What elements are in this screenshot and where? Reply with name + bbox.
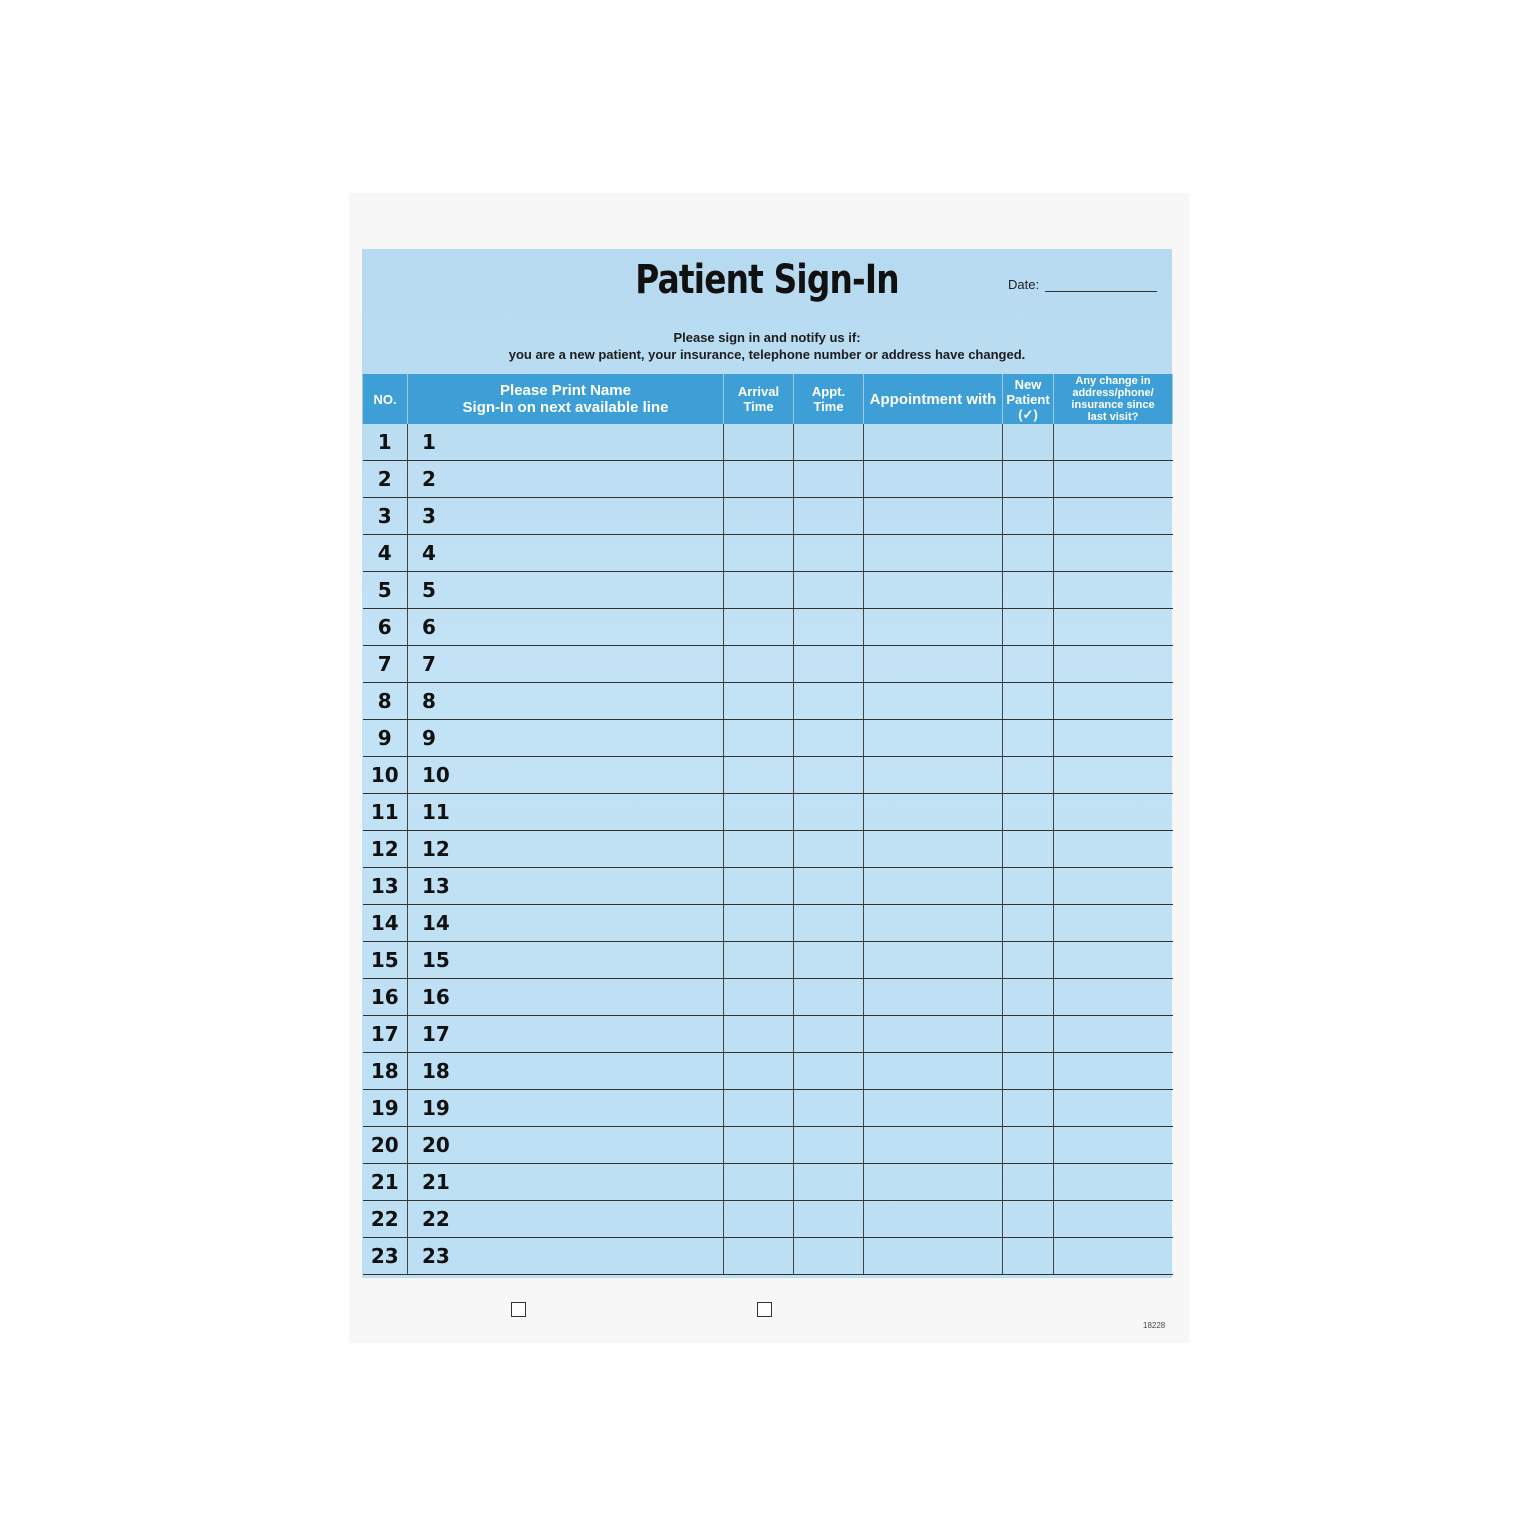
table-body	[363, 424, 1173, 1275]
column-header-any-change: Any change in address/phone/ insurance since last visit?	[1054, 374, 1173, 424]
new-patient-cell[interactable]	[1003, 461, 1054, 498]
form-code: 18228	[1143, 1321, 1166, 1330]
any-change-cell[interactable]	[1054, 461, 1173, 498]
name-cell[interactable]: 11	[408, 794, 724, 831]
name-cell[interactable]: 16	[408, 979, 724, 1016]
any-change-cell[interactable]	[1054, 720, 1173, 757]
name-cell[interactable]: 1	[408, 424, 724, 461]
new-patient-cell[interactable]	[1003, 1016, 1054, 1053]
name-cell[interactable]: 2	[408, 461, 724, 498]
name-cell[interactable]: 14	[408, 905, 724, 942]
name-cell[interactable]: 15	[408, 942, 724, 979]
arrival-time-cell[interactable]	[724, 424, 794, 461]
arrival-time-cell[interactable]	[724, 609, 794, 646]
new-patient-cell[interactable]	[1003, 942, 1054, 979]
table-row	[363, 572, 1173, 609]
appointment-with-cell[interactable]	[864, 1238, 1003, 1275]
appointment-with-cell[interactable]	[864, 498, 1003, 535]
any-change-cell[interactable]	[1054, 609, 1173, 646]
new-patient-cell[interactable]	[1003, 1201, 1054, 1238]
row-number: 15	[363, 942, 408, 979]
new-patient-cell[interactable]	[1003, 979, 1054, 1016]
row-number: 11	[363, 794, 408, 831]
arrival-time-cell[interactable]	[724, 646, 794, 683]
new-patient-cell[interactable]	[1003, 424, 1054, 461]
appt-time-cell[interactable]	[794, 646, 864, 683]
row-number: 4	[363, 535, 408, 572]
row-number: 18	[363, 1053, 408, 1090]
appt-time-cell[interactable]	[794, 1127, 864, 1164]
any-change-cell[interactable]	[1054, 1053, 1173, 1090]
any-change-cell[interactable]	[1054, 1127, 1173, 1164]
appointment-with-cell[interactable]	[864, 757, 1003, 794]
row-number: 13	[363, 868, 408, 905]
appointment-with-cell[interactable]	[864, 1090, 1003, 1127]
arrival-time-cell[interactable]	[724, 1164, 794, 1201]
arrival-time-cell[interactable]	[724, 831, 794, 868]
any-change-cell[interactable]	[1054, 646, 1173, 683]
appointment-with-cell[interactable]	[864, 1053, 1003, 1090]
appt-time-cell[interactable]	[794, 720, 864, 757]
any-change-cell[interactable]	[1054, 794, 1173, 831]
appointment-with-cell[interactable]	[864, 720, 1003, 757]
arrival-time-cell[interactable]	[724, 905, 794, 942]
table-row	[363, 461, 1173, 498]
row-number: 17	[363, 1016, 408, 1053]
any-change-cell[interactable]	[1054, 1164, 1173, 1201]
table-row	[363, 1090, 1173, 1127]
new-patient-cell[interactable]	[1003, 572, 1054, 609]
form-title: Patient Sign-In	[635, 257, 899, 303]
any-change-cell[interactable]	[1054, 757, 1173, 794]
new-patient-cell[interactable]	[1003, 609, 1054, 646]
table-header-row	[363, 374, 1173, 424]
table-row	[363, 942, 1173, 979]
date-label: Date:	[1008, 277, 1040, 292]
new-patient-cell[interactable]	[1003, 905, 1054, 942]
table-row	[363, 720, 1173, 757]
date-field[interactable]	[1008, 277, 1157, 292]
table-row	[363, 1238, 1173, 1275]
arrival-time-cell[interactable]	[724, 461, 794, 498]
new-patient-cell[interactable]	[1003, 868, 1054, 905]
appointment-with-cell[interactable]	[864, 1164, 1003, 1201]
checkbox-left[interactable]	[511, 1302, 526, 1317]
appt-time-cell[interactable]	[794, 535, 864, 572]
new-patient-cell[interactable]	[1003, 1238, 1054, 1275]
any-change-cell[interactable]	[1054, 1090, 1173, 1127]
table-row	[363, 794, 1173, 831]
appointment-with-cell[interactable]	[864, 535, 1003, 572]
row-number: 1	[363, 424, 408, 461]
column-header-arrival-time: Arrival Time	[724, 374, 794, 424]
arrival-time-cell[interactable]	[724, 1090, 794, 1127]
arrival-time-cell[interactable]	[724, 1201, 794, 1238]
notice-text	[362, 329, 1172, 363]
appt-time-cell[interactable]	[794, 979, 864, 1016]
row-number: 23	[363, 1238, 408, 1275]
appointment-with-cell[interactable]	[864, 905, 1003, 942]
new-patient-cell[interactable]	[1003, 1053, 1054, 1090]
table-row	[363, 498, 1173, 535]
table-row	[363, 979, 1173, 1016]
name-cell[interactable]: 20	[408, 1127, 724, 1164]
table-row	[363, 1201, 1173, 1238]
column-header-no: NO.	[363, 374, 408, 424]
appointment-with-cell[interactable]	[864, 461, 1003, 498]
notice-line-1: Please sign in and notify us if:	[673, 330, 861, 345]
table-row	[363, 868, 1173, 905]
row-number: 19	[363, 1090, 408, 1127]
row-number: 7	[363, 646, 408, 683]
row-number: 9	[363, 720, 408, 757]
column-header-appt-time: Appt. Time	[794, 374, 864, 424]
name-cell[interactable]: 6	[408, 609, 724, 646]
row-number: 16	[363, 979, 408, 1016]
name-cell[interactable]: 18	[408, 1053, 724, 1090]
table-row	[363, 424, 1173, 461]
appointment-with-cell[interactable]	[864, 1016, 1003, 1053]
appointment-with-cell[interactable]	[864, 572, 1003, 609]
table-row	[363, 535, 1173, 572]
table-row	[363, 1053, 1173, 1090]
appointment-with-cell[interactable]	[864, 646, 1003, 683]
any-change-cell[interactable]	[1054, 905, 1173, 942]
appt-time-cell[interactable]	[794, 424, 864, 461]
appointment-with-cell[interactable]	[864, 1127, 1003, 1164]
row-number: 5	[363, 572, 408, 609]
arrival-time-cell[interactable]	[724, 1238, 794, 1275]
appt-time-cell[interactable]	[794, 757, 864, 794]
table-row	[363, 683, 1173, 720]
appt-time-cell[interactable]	[794, 683, 864, 720]
name-cell[interactable]: 3	[408, 498, 724, 535]
appt-time-cell[interactable]	[794, 831, 864, 868]
appointment-with-cell[interactable]	[864, 942, 1003, 979]
new-patient-cell[interactable]	[1003, 794, 1054, 831]
row-number: 21	[363, 1164, 408, 1201]
table-row	[363, 609, 1173, 646]
appt-time-cell[interactable]	[794, 868, 864, 905]
name-cell[interactable]: 17	[408, 1016, 724, 1053]
arrival-time-cell[interactable]	[724, 1016, 794, 1053]
name-cell[interactable]: 4	[408, 535, 724, 572]
new-patient-cell[interactable]	[1003, 535, 1054, 572]
any-change-cell[interactable]	[1054, 424, 1173, 461]
name-cell[interactable]: 23	[408, 1238, 724, 1275]
table-row	[363, 757, 1173, 794]
any-change-cell[interactable]	[1054, 979, 1173, 1016]
any-change-cell[interactable]	[1054, 535, 1173, 572]
table-row	[363, 831, 1173, 868]
name-cell[interactable]: 9	[408, 720, 724, 757]
table-row	[363, 1164, 1173, 1201]
any-change-cell[interactable]	[1054, 868, 1173, 905]
name-cell[interactable]: 19	[408, 1090, 724, 1127]
appt-time-cell[interactable]	[794, 461, 864, 498]
appointment-with-cell[interactable]	[864, 979, 1003, 1016]
appointment-with-cell[interactable]	[864, 1201, 1003, 1238]
appt-time-cell[interactable]	[794, 905, 864, 942]
sign-in-form	[362, 249, 1172, 1278]
row-number: 6	[363, 609, 408, 646]
table-row	[363, 1127, 1173, 1164]
new-patient-cell[interactable]	[1003, 1090, 1054, 1127]
form-header	[362, 249, 1172, 373]
row-number: 12	[363, 831, 408, 868]
appointment-with-cell[interactable]	[864, 683, 1003, 720]
new-patient-cell[interactable]	[1003, 1164, 1054, 1201]
date-blank-line[interactable]	[1045, 279, 1157, 292]
name-cell[interactable]: 22	[408, 1201, 724, 1238]
arrival-time-cell[interactable]	[724, 942, 794, 979]
checkbox-center[interactable]	[757, 1302, 772, 1317]
appointment-with-cell[interactable]	[864, 609, 1003, 646]
any-change-cell[interactable]	[1054, 1238, 1173, 1275]
appt-time-cell[interactable]	[794, 572, 864, 609]
appt-time-cell[interactable]	[794, 1016, 864, 1053]
name-cell[interactable]: 13	[408, 868, 724, 905]
new-patient-cell[interactable]	[1003, 646, 1054, 683]
arrival-time-cell[interactable]	[724, 498, 794, 535]
appt-time-cell[interactable]	[794, 1053, 864, 1090]
new-patient-cell[interactable]	[1003, 757, 1054, 794]
row-number: 22	[363, 1201, 408, 1238]
row-number: 14	[363, 905, 408, 942]
table-row	[363, 1016, 1173, 1053]
appt-time-cell[interactable]	[794, 1201, 864, 1238]
column-header-new-patient: New Patient (✓)	[1003, 374, 1054, 424]
row-number: 10	[363, 757, 408, 794]
column-header-name: Please Print Name Sign-In on next available line	[408, 374, 724, 424]
any-change-cell[interactable]	[1054, 683, 1173, 720]
name-cell[interactable]: 7	[408, 646, 724, 683]
row-number: 8	[363, 683, 408, 720]
name-cell[interactable]: 21	[408, 1164, 724, 1201]
arrival-time-cell[interactable]	[724, 683, 794, 720]
any-change-cell[interactable]	[1054, 1201, 1173, 1238]
arrival-time-cell[interactable]	[724, 868, 794, 905]
any-change-cell[interactable]	[1054, 572, 1173, 609]
appointment-with-cell[interactable]	[864, 424, 1003, 461]
arrival-time-cell[interactable]	[724, 1127, 794, 1164]
appt-time-cell[interactable]	[794, 942, 864, 979]
arrival-time-cell[interactable]	[724, 535, 794, 572]
appt-time-cell[interactable]	[794, 498, 864, 535]
arrival-time-cell[interactable]	[724, 572, 794, 609]
sign-in-table	[362, 374, 1173, 1275]
notice-line-2: you are a new patient, your insurance, telephone number or address have changed.	[508, 347, 1026, 362]
new-patient-cell[interactable]	[1003, 720, 1054, 757]
table-row	[363, 646, 1173, 683]
row-number: 2	[363, 461, 408, 498]
new-patient-cell[interactable]	[1003, 498, 1054, 535]
appointment-with-cell[interactable]	[864, 831, 1003, 868]
appt-time-cell[interactable]	[794, 1238, 864, 1275]
name-cell[interactable]: 10	[408, 757, 724, 794]
column-header-appointment-with: Appointment with	[864, 374, 1003, 424]
arrival-time-cell[interactable]	[724, 1053, 794, 1090]
any-change-cell[interactable]	[1054, 942, 1173, 979]
appt-time-cell[interactable]	[794, 609, 864, 646]
appointment-with-cell[interactable]	[864, 794, 1003, 831]
name-cell[interactable]: 8	[408, 683, 724, 720]
name-cell[interactable]: 12	[408, 831, 724, 868]
new-patient-cell[interactable]	[1003, 831, 1054, 868]
appointment-with-cell[interactable]	[864, 868, 1003, 905]
appt-time-cell[interactable]	[794, 1090, 864, 1127]
table-row	[363, 905, 1173, 942]
row-number: 3	[363, 498, 408, 535]
arrival-time-cell[interactable]	[724, 794, 794, 831]
appt-time-cell[interactable]	[794, 794, 864, 831]
appt-time-cell[interactable]	[794, 1164, 864, 1201]
name-cell[interactable]: 5	[408, 572, 724, 609]
row-number: 20	[363, 1127, 408, 1164]
arrival-time-cell[interactable]	[724, 979, 794, 1016]
any-change-cell[interactable]	[1054, 1016, 1173, 1053]
any-change-cell[interactable]	[1054, 831, 1173, 868]
arrival-time-cell[interactable]	[724, 720, 794, 757]
new-patient-cell[interactable]	[1003, 1127, 1054, 1164]
arrival-time-cell[interactable]	[724, 757, 794, 794]
new-patient-cell[interactable]	[1003, 683, 1054, 720]
any-change-cell[interactable]	[1054, 498, 1173, 535]
